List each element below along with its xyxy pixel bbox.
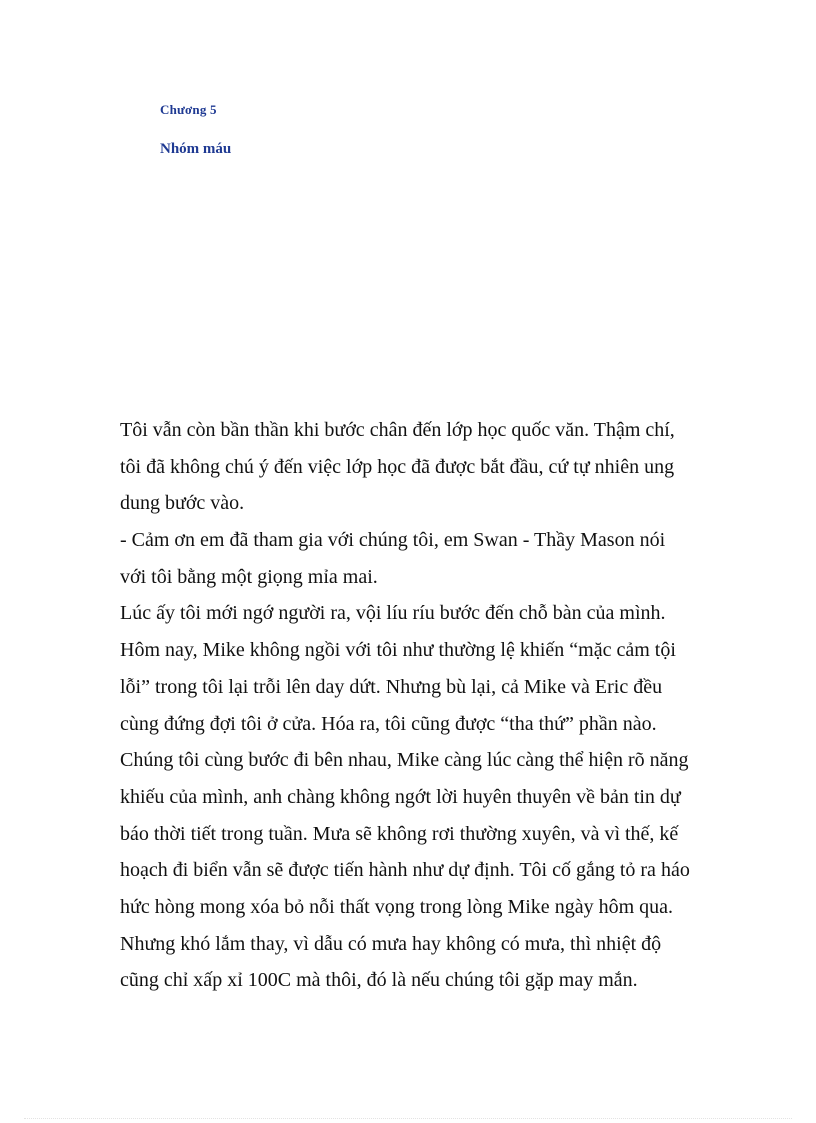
body-line: Hôm nay, Mike không ngồi với tôi như thường lệ khiến “mặc cảm tội [120,639,676,662]
body-line: tôi đã không chú ý đến việc lớp học đã được bắt đầu, cứ tự nhiên ung [120,455,675,478]
body-line: Chúng tôi cùng bước đi bên nhau, Mike càng lúc càng thể hiện rõ năng [120,749,689,772]
body-line: Tôi vẫn còn bần thần khi bước chân đến lớp học quốc văn. Thậm chí, [120,419,675,441]
body-line: cùng đứng đợi tôi ở cửa. Hóa ra, tôi cũng được “tha thứ” phần nào. [120,712,657,735]
page-bottom-divider [24,1118,792,1119]
chapter-title: Nhóm máu [160,141,232,157]
body-line: dung bước vào. [120,492,245,515]
body-line: hức hòng mong xóa bỏ nỗi thất vọng trong lòng Mike ngày hôm qua. [120,895,673,918]
body-line: lỗi” trong tôi lại trỗi lên day dứt. Nhưng bù lại, cả Mike và Eric đều [120,675,663,698]
body-line: với tôi bằng một giọng mỉa mai. [120,565,378,588]
body-line: Nhưng khó lắm thay, vì dẫu có mưa hay không có mưa, thì nhiệt độ [120,932,662,955]
body-line: báo thời tiết trong tuần. Mưa sẽ không rơi thường xuyên, và vì thế, kế [120,822,679,845]
chapter-number: Chương 5 [160,102,217,117]
body-line: khiếu của mình, anh chàng không ngớt lời huyên thuyên về bản tin dự [120,785,681,808]
body-text [120,412,700,999]
body-line: cũng chỉ xấp xỉ 100C mà thôi, đó là nếu chúng tôi gặp may mắn. [120,969,638,992]
body-line: hoạch đi biển vẫn sẽ được tiến hành như dự định. Tôi cố gắng tỏ ra háo [120,859,690,882]
body-line: Lúc ấy tôi mới ngớ người ra, vội líu ríu bước đến chỗ bàn của mình. [120,602,666,625]
body-line: - Cảm ơn em đã tham gia với chúng tôi, em Swan - Thầy Mason nói [120,529,666,552]
